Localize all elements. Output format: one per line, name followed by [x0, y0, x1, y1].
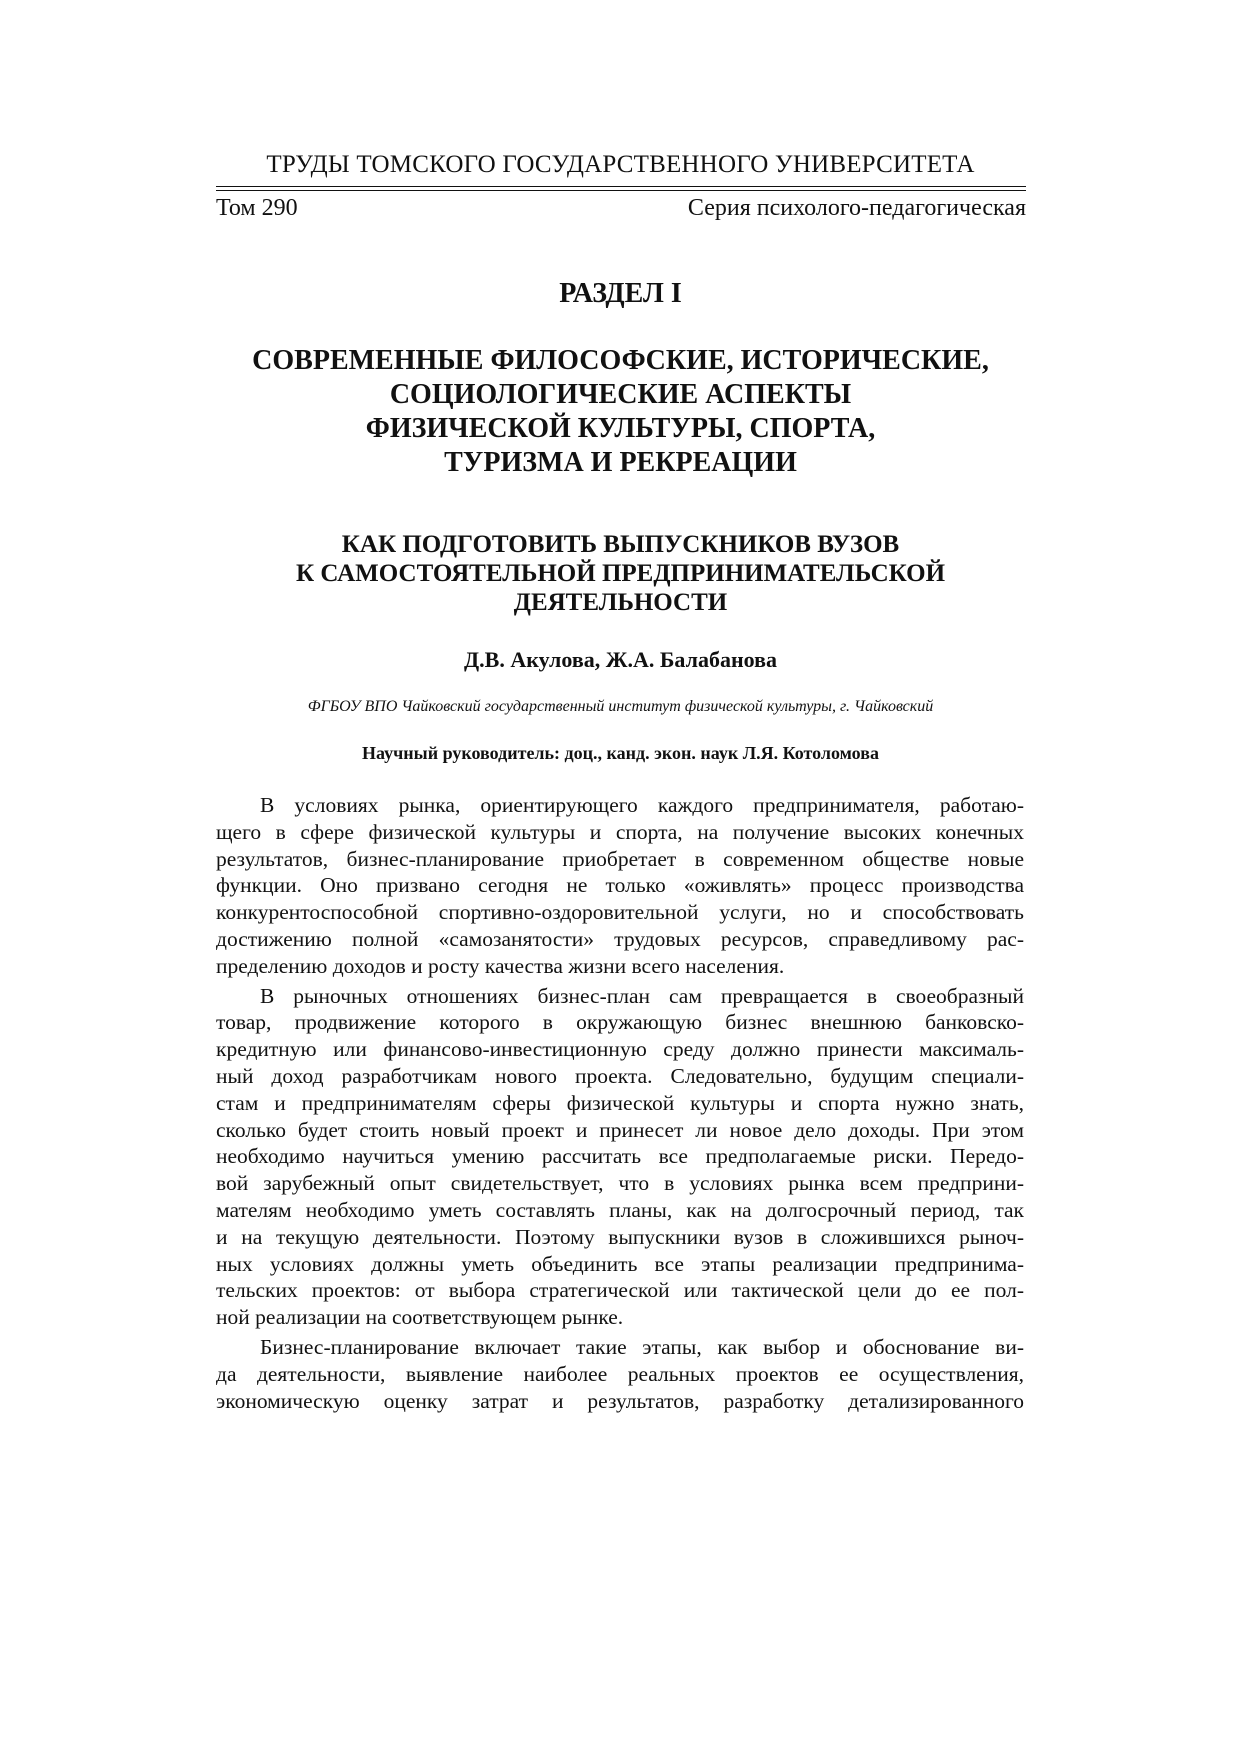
body-line: щего в сфере физической культуры и спорта, на получение высоких конечных	[216, 819, 1024, 844]
article-title	[0, 530, 1241, 617]
body-line: ный доход разработчикам нового проекта. Следовательно, будущим специали-	[216, 1063, 1024, 1088]
body-line: конкурентоспособной спортивно-оздоровительной услуги, но и способствовать	[216, 900, 1024, 925]
body-line: функции. Оно призвано сегодня не только «оживлять» процесс производства	[216, 873, 1024, 898]
body-paragraph	[216, 792, 1024, 980]
body-line: мателям необходимо уметь составлять планы, как на долгосрочный период, так	[216, 1197, 1024, 1222]
section-title-line: СОВРЕМЕННЫЕ ФИЛОСОФСКИЕ, ИСТОРИЧЕСКИЕ,	[252, 345, 989, 376]
authors: Д.В. Акулова, Ж.А. Балабанова	[464, 647, 777, 672]
section-title-line: ФИЗИЧЕСКОЙ КУЛЬТУРЫ, СПОРТА,	[365, 413, 876, 444]
body-line: достижению полной «самозанятости» трудовых ресурсов, справедливому рас-	[216, 926, 1024, 951]
body-line: товар, продвижение которого в окружающую бизнес внешнюю банковско-	[216, 1010, 1024, 1035]
article-title-line: КАК ПОДГОТОВИТЬ ВЫПУСКНИКОВ ВУЗОВ	[341, 531, 900, 558]
section-title-line: ТУРИЗМА И РЕКРЕАЦИИ	[444, 447, 797, 478]
body-line: Бизнес-планирование включает такие этапы, как выбор и обоснование ви-	[260, 1334, 1024, 1359]
body-line: В условиях рынка, ориентирующего каждого предпринимателя, работаю-	[260, 793, 1024, 817]
section-label: РАЗДЕЛ I	[559, 278, 682, 309]
body-line: стам и предпринимателям сферы физической культуры и спорта нужно знать,	[216, 1090, 1024, 1115]
body-line: необходимо научиться умению рассчитать все предполагаемые риски. Передо-	[216, 1144, 1024, 1169]
body-line: сколько будет стоить новый проект и принесет ли новое дело доходы. При этом	[216, 1117, 1024, 1142]
body-paragraph	[216, 983, 1024, 1331]
body-line: ной реализации на соответствующем рынке.	[216, 1305, 624, 1330]
supervisor: Научный руководитель: доц., канд. экон. наук Л.Я. Котоломова	[362, 743, 879, 763]
body-line: ных условиях должны уметь объединить все этапы реализации предпринима-	[216, 1251, 1024, 1276]
body-line: экономическую оценку затрат и результатов, разработку детализированного	[216, 1388, 1024, 1413]
series-label: Серия психолого-педагогическая	[687, 195, 1026, 221]
section-title-line: СОЦИОЛОГИЧЕСКИЕ АСПЕКТЫ	[389, 379, 852, 410]
body-line: да деятельности, выявление наиболее реальных проектов ее осуществления,	[216, 1361, 1024, 1386]
journal-title: ТРУДЫ ТОМСКОГО ГОСУДАРСТВЕННОГО УНИВЕРСИТЕТА	[266, 151, 975, 178]
body-paragraph	[216, 1334, 1024, 1414]
body-line: кредитную или финансово-инвестиционную среду должно принести максималь-	[216, 1037, 1024, 1062]
body-line: В рыночных отношениях бизнес-план сам превращается в своеобразный	[260, 983, 1024, 1008]
article-title-line: К САМОСТОЯТЕЛЬНОЙ ПРЕДПРИНИМАТЕЛЬСКОЙ	[295, 560, 946, 587]
body-line: пределению доходов и росту качества жизни всего населения.	[216, 953, 785, 978]
body-line: вой зарубежный опыт свидетельствует, что в условиях рынка всем предприни-	[216, 1171, 1024, 1196]
article-title-line: ДЕЯТЕЛЬНОСТИ	[513, 589, 728, 616]
section-title	[0, 344, 1241, 480]
affiliation: ФГБОУ ВПО Чайковский государственный институт физической культуры, г. Чайковский	[307, 698, 934, 715]
header-double-rule	[216, 186, 1026, 191]
volume-label: Том 290	[216, 195, 298, 221]
body-line: результатов, бизнес-планирование приобретает в современном обществе новые	[216, 846, 1024, 871]
body-text	[216, 792, 1024, 1414]
body-line: тельских проектов: от выбора стратегической или тактической цели до ее пол-	[216, 1278, 1024, 1303]
body-line: и на текущую деятельности. Поэтому выпускники вузов в сложившихся рыноч-	[216, 1224, 1024, 1249]
